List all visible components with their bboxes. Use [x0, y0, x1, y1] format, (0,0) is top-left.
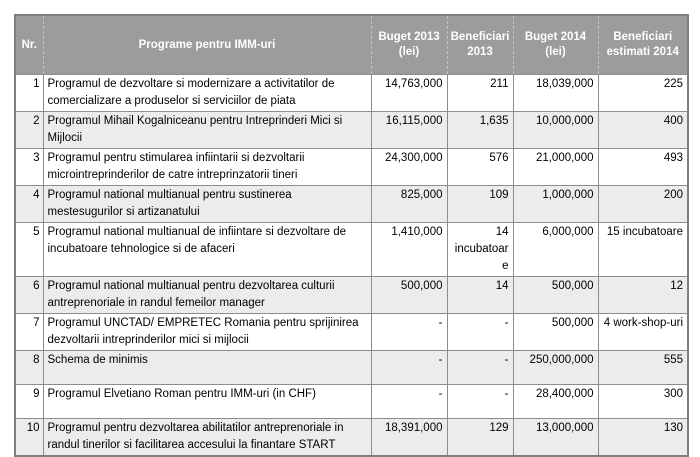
header-beneficiari-2013: Beneficiari 2013 — [447, 15, 513, 75]
table-row — [15, 385, 688, 419]
table-header — [15, 15, 688, 75]
cell-nr: 6 — [15, 277, 43, 314]
cell-beneficiari2013: 1,635 — [447, 112, 513, 149]
cell-nr: 3 — [15, 149, 43, 186]
cell-buget2014: 18,039,000 — [513, 75, 598, 112]
cell-buget2013: - — [371, 351, 447, 385]
cell-nr: 5 — [15, 223, 43, 277]
table-row — [15, 419, 688, 457]
cell-beneficiari2014: 200 — [598, 186, 688, 223]
cell-buget2014: 28,400,000 — [513, 385, 598, 419]
cell-buget2014: 1,000,000 — [513, 186, 598, 223]
cell-buget2014: 10,000,000 — [513, 112, 598, 149]
cell-beneficiari2014: 130 — [598, 419, 688, 457]
cell-nr: 1 — [15, 75, 43, 112]
cell-beneficiari2013: 14 incubatoare — [447, 223, 513, 277]
cell-nr: 7 — [15, 314, 43, 351]
cell-beneficiari2013: - — [447, 385, 513, 419]
cell-buget2013: - — [371, 314, 447, 351]
cell-program: Programul Mihail Kogalniceanu pentru Intreprinderi Mici si Mijlocii — [43, 112, 371, 149]
cell-beneficiari2013: 211 — [447, 75, 513, 112]
cell-beneficiari2014: 400 — [598, 112, 688, 149]
cell-beneficiari2014: 12 — [598, 277, 688, 314]
cell-program: Programul pentru stimularea infiintarii si dezvoltarii microintreprinderilor de catre intreprinzatorii tineri — [43, 149, 371, 186]
cell-buget2014: 21,000,000 — [513, 149, 598, 186]
cell-beneficiari2014: 300 — [598, 385, 688, 419]
cell-beneficiari2013: - — [447, 351, 513, 385]
cell-nr: 9 — [15, 385, 43, 419]
cell-buget2014: 13,000,000 — [513, 419, 598, 457]
header-nr: Nr. — [15, 15, 43, 75]
cell-program: Programul national multianual pentru sustinerea mestesugurilor si artizanatului — [43, 186, 371, 223]
cell-buget2013: 18,391,000 — [371, 419, 447, 457]
header-programe-pentru-imm-uri: Programe pentru IMM-uri — [43, 15, 371, 75]
table-row — [15, 223, 688, 277]
cell-buget2013: 1,410,000 — [371, 223, 447, 277]
table-row — [15, 277, 688, 314]
table-row — [15, 186, 688, 223]
cell-nr: 2 — [15, 112, 43, 149]
cell-buget2014: 6,000,000 — [513, 223, 598, 277]
cell-program: Programul national multianual pentru dezvoltarea culturii antreprenoriale in randul femeilor manager — [43, 277, 371, 314]
cell-beneficiari2014: 555 — [598, 351, 688, 385]
table-row — [15, 351, 688, 385]
table-row — [15, 75, 688, 112]
table-row — [15, 112, 688, 149]
cell-beneficiari2014: 4 work-shop-uri — [598, 314, 688, 351]
cell-beneficiari2013: 14 — [447, 277, 513, 314]
cell-beneficiari2013: 576 — [447, 149, 513, 186]
cell-buget2013: 500,000 — [371, 277, 447, 314]
table-row — [15, 314, 688, 351]
cell-buget2013: 14,763,000 — [371, 75, 447, 112]
cell-beneficiari2013: 129 — [447, 419, 513, 457]
programs-table — [14, 14, 689, 457]
cell-program: Programul de dezvoltare si modernizare a activitatilor de comercializare a produselor si serviciilor de piata — [43, 75, 371, 112]
cell-program: Schema de minimis — [43, 351, 371, 385]
table-body — [15, 75, 688, 457]
programs-table-container — [14, 14, 689, 457]
cell-beneficiari2014: 493 — [598, 149, 688, 186]
cell-beneficiari2013: 109 — [447, 186, 513, 223]
cell-nr: 8 — [15, 351, 43, 385]
cell-program: Programul UNCTAD/ EMPRETEC Romania pentru sprijinirea dezvoltarii intreprinderilor mici si mijlocii — [43, 314, 371, 351]
cell-program: Programul national multianual de infiintare si dezvoltare de incubatoare tehnologice si de afaceri — [43, 223, 371, 277]
header-buget-2014-lei: Buget 2014 (lei) — [513, 15, 598, 75]
table-row — [15, 149, 688, 186]
cell-buget2014: 500,000 — [513, 277, 598, 314]
cell-nr: 10 — [15, 419, 43, 457]
cell-beneficiari2013: - — [447, 314, 513, 351]
cell-buget2014: 500,000 — [513, 314, 598, 351]
cell-buget2013: 825,000 — [371, 186, 447, 223]
cell-beneficiari2014: 15 incubatoare — [598, 223, 688, 277]
cell-nr: 4 — [15, 186, 43, 223]
cell-program: Programul Elvetiano Roman pentru IMM-uri (in CHF) — [43, 385, 371, 419]
cell-program: Programul pentru dezvoltarea abilitatilor antreprenoriale in randul tinerilor si facilitarea accesului la finantare START — [43, 419, 371, 457]
cell-buget2013: - — [371, 385, 447, 419]
header-row — [15, 15, 688, 75]
header-beneficiari-estimati-2014: Beneficiari estimati 2014 — [598, 15, 688, 75]
header-buget-2013-lei: Buget 2013 (lei) — [371, 15, 447, 75]
cell-buget2013: 24,300,000 — [371, 149, 447, 186]
cell-buget2014: 250,000,000 — [513, 351, 598, 385]
cell-buget2013: 16,115,000 — [371, 112, 447, 149]
cell-beneficiari2014: 225 — [598, 75, 688, 112]
